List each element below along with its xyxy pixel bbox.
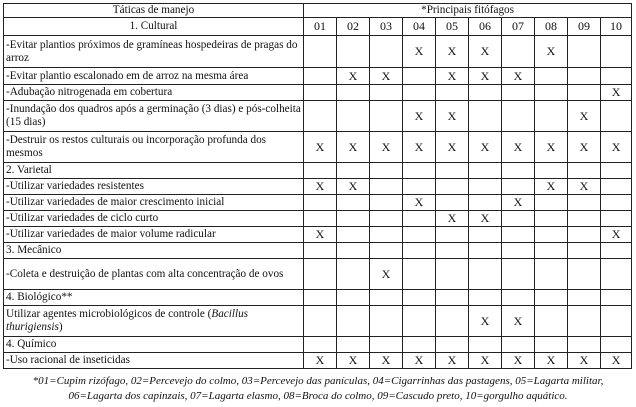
mark-cell: X (535, 36, 568, 68)
pest-number-header: 05 (436, 18, 469, 36)
mark-cell: X (568, 179, 601, 195)
mark-cell (469, 259, 502, 290)
tactic-label-text: -Utilizar variedades resistentes (6, 180, 144, 192)
mark-cell (568, 85, 601, 101)
mark-cell (370, 227, 403, 243)
empty-cell (337, 243, 370, 259)
tactic-row (4, 179, 632, 195)
tactic-label-text: -Evitar plantio escalonado em de arroz na mesma área (6, 69, 249, 82)
mark-cell: X (304, 227, 337, 243)
subheader-row (4, 18, 632, 36)
mark-cell: X (469, 36, 502, 68)
mark-cell: X (370, 132, 403, 163)
tactic-row (4, 227, 632, 243)
mark-cell (304, 211, 337, 227)
empty-cell (337, 290, 370, 306)
mark-cell (535, 68, 568, 85)
mark-cell (502, 179, 535, 195)
mark-cell: X (370, 353, 403, 369)
pests-header: *Principais fitófagos (304, 4, 632, 18)
empty-cell (535, 290, 568, 306)
mark-cell (568, 68, 601, 85)
mark-cell (403, 259, 436, 290)
tactic-label (4, 353, 304, 369)
mark-cell: X (469, 68, 502, 85)
mark-cell (535, 85, 568, 101)
empty-cell (304, 163, 337, 179)
mark-cell: X (568, 132, 601, 163)
mark-cell (568, 259, 601, 290)
mark-cell: X (370, 259, 403, 290)
tactic-row (4, 353, 632, 369)
empty-cell (502, 337, 535, 353)
mark-cell (535, 101, 568, 132)
empty-cell (436, 290, 469, 306)
mark-cell (304, 85, 337, 101)
tactic-row (4, 195, 632, 211)
tactic-label (4, 85, 304, 101)
empty-cell (502, 243, 535, 259)
empty-cell (304, 337, 337, 353)
mark-cell (304, 195, 337, 211)
mark-cell: X (601, 132, 632, 163)
tactic-label (4, 211, 304, 227)
mark-cell (337, 306, 370, 337)
section-row (4, 290, 632, 306)
mark-cell (436, 195, 469, 211)
empty-cell (436, 337, 469, 353)
mark-cell: X (535, 179, 568, 195)
mark-cell (370, 195, 403, 211)
empty-cell (436, 243, 469, 259)
pest-number-header: 04 (403, 18, 436, 36)
tactic-row (4, 259, 632, 290)
empty-cell (436, 163, 469, 179)
mark-cell (337, 211, 370, 227)
empty-cell (502, 163, 535, 179)
tactic-label (4, 132, 304, 163)
mark-cell: X (469, 211, 502, 227)
pest-number-header: 06 (469, 18, 502, 36)
management-tactics-table (3, 3, 632, 369)
mark-cell (502, 36, 535, 68)
empty-cell (568, 163, 601, 179)
tactic-label-text: -Utilizar variedades de maior volume radicular (6, 228, 216, 240)
mark-cell: X (469, 306, 502, 337)
empty-cell (370, 163, 403, 179)
tactic-label-text: -Uso racional de inseticidas (6, 354, 130, 366)
mark-cell: X (436, 211, 469, 227)
tactic-label-species: Bacillus thurigiensis (6, 308, 249, 333)
mark-cell: X (502, 353, 535, 369)
mark-cell (370, 36, 403, 68)
empty-cell (535, 337, 568, 353)
pest-number-header: 03 (370, 18, 403, 36)
tactic-label-text: -Utilizar variedades de maior crescimento inicial (6, 196, 225, 208)
empty-cell (370, 243, 403, 259)
mark-cell (403, 306, 436, 337)
empty-cell (370, 337, 403, 353)
pest-number-header: 02 (337, 18, 370, 36)
mark-cell (436, 259, 469, 290)
mark-cell (502, 227, 535, 243)
footnote-line-1: *01=Cupim rizófago, 02=Percevejo do colmo, 03=Percevejo das panículas, 04=Cigarrinhas das pastagens, 05=Lagarta militar, (32, 375, 604, 387)
empty-cell (337, 163, 370, 179)
section-row (4, 243, 632, 259)
tactic-label-text: -Coleta e destruição de plantas com alta concentração de ovos (6, 267, 284, 280)
mark-cell: X (403, 36, 436, 68)
section-cultural: 1. Cultural (4, 18, 304, 36)
mark-cell: X (304, 132, 337, 163)
section-row (4, 163, 632, 179)
mark-cell: X (403, 101, 436, 132)
mark-cell (337, 227, 370, 243)
mark-cell (370, 101, 403, 132)
mark-cell: X (502, 132, 535, 163)
mark-cell (370, 211, 403, 227)
tactic-row (4, 306, 632, 337)
empty-cell (469, 163, 502, 179)
tactic-label (4, 195, 304, 211)
empty-cell (535, 163, 568, 179)
mark-cell (502, 85, 535, 101)
pest-number-header: 10 (601, 18, 632, 36)
tactic-label (4, 306, 304, 337)
tactic-label-text: -Adubação nitrogenada em cobertura (6, 86, 173, 98)
mark-cell (568, 227, 601, 243)
section-label: 2. Varietal (4, 163, 304, 179)
pest-number-header: 08 (535, 18, 568, 36)
mark-cell (304, 36, 337, 68)
mark-cell: X (304, 179, 337, 195)
mark-cell: X (535, 132, 568, 163)
mark-cell: X (502, 68, 535, 85)
mark-cell: X (535, 353, 568, 369)
mark-cell: X (436, 36, 469, 68)
tactic-label (4, 68, 304, 85)
mark-cell (469, 85, 502, 101)
mark-cell: X (337, 353, 370, 369)
mark-cell: X (337, 68, 370, 85)
mark-cell: X (436, 68, 469, 85)
mark-cell (601, 306, 632, 337)
mark-cell (568, 211, 601, 227)
mark-cell (535, 211, 568, 227)
tactic-row (4, 85, 632, 101)
mark-cell (535, 195, 568, 211)
empty-cell (403, 337, 436, 353)
empty-cell (403, 163, 436, 179)
mark-cell (337, 195, 370, 211)
mark-cell: X (601, 353, 632, 369)
mark-cell (601, 36, 632, 68)
tactic-label-text: -Utilizar variedades de ciclo curto (6, 212, 159, 224)
mark-cell: X (403, 195, 436, 211)
mark-cell (436, 179, 469, 195)
mark-cell: X (568, 101, 601, 132)
empty-cell (370, 290, 403, 306)
tactic-row (4, 132, 632, 163)
empty-cell (469, 337, 502, 353)
mark-cell: X (436, 101, 469, 132)
mark-cell (535, 306, 568, 337)
tactic-label-text: -Evitar plantios próximos de gramíneas hospedeiras de pragas do arroz (6, 38, 298, 64)
mark-cell: X (469, 353, 502, 369)
tactic-row (4, 68, 632, 85)
empty-cell (568, 243, 601, 259)
footnote-line-2: 06=Lagarta dos capinzais, 07=Lagarta elasmo, 08=Broca do colmo, 09=Cascudo preto, 10=gorgulho aquático. (68, 390, 568, 402)
pest-number-header: 07 (502, 18, 535, 36)
mark-cell (337, 85, 370, 101)
mark-cell (568, 36, 601, 68)
mark-cell (403, 85, 436, 101)
mark-cell: X (403, 132, 436, 163)
mark-cell (535, 227, 568, 243)
mark-cell (370, 85, 403, 101)
mark-cell (403, 227, 436, 243)
mark-cell (601, 179, 632, 195)
mark-cell (403, 211, 436, 227)
tactic-label-text: Utilizar agentes microbiológicos de controle ( (6, 308, 212, 320)
empty-cell (403, 243, 436, 259)
mark-cell: X (436, 132, 469, 163)
empty-cell (304, 243, 337, 259)
tactic-label (4, 36, 304, 68)
empty-cell (601, 243, 632, 259)
mark-cell (469, 179, 502, 195)
mark-cell (436, 85, 469, 101)
empty-cell (304, 290, 337, 306)
mark-cell (502, 211, 535, 227)
empty-cell (601, 290, 632, 306)
mark-cell (601, 101, 632, 132)
mark-cell (601, 68, 632, 85)
empty-cell (535, 243, 568, 259)
mark-cell (601, 259, 632, 290)
empty-cell (601, 163, 632, 179)
mark-cell (502, 101, 535, 132)
mark-cell (403, 179, 436, 195)
mark-cell (436, 306, 469, 337)
empty-cell (568, 290, 601, 306)
section-row (4, 337, 632, 353)
pest-number-header: 01 (304, 18, 337, 36)
mark-cell (337, 259, 370, 290)
section-label: 3. Mecânico (4, 243, 304, 259)
mark-cell (370, 179, 403, 195)
mark-cell (469, 101, 502, 132)
tactic-label-text: -Inundação dos quadros após a germinação (3 dias) e pós-colheita (15 dias) (6, 103, 301, 128)
mark-cell (436, 227, 469, 243)
tactic-label-end: ) (58, 321, 63, 333)
mark-cell: X (403, 353, 436, 369)
mark-cell (403, 68, 436, 85)
mark-cell: X (568, 353, 601, 369)
pest-number-header: 09 (568, 18, 601, 36)
footnote (3, 374, 633, 404)
mark-cell: X (337, 179, 370, 195)
mark-cell (304, 101, 337, 132)
empty-cell (502, 290, 535, 306)
empty-cell (568, 337, 601, 353)
empty-cell (601, 337, 632, 353)
mark-cell (568, 306, 601, 337)
mark-cell: X (601, 85, 632, 101)
mark-cell (337, 36, 370, 68)
mark-cell (370, 306, 403, 337)
mark-cell (304, 68, 337, 85)
mark-cell: X (436, 353, 469, 369)
empty-cell (337, 337, 370, 353)
mark-cell (502, 259, 535, 290)
mark-cell: X (370, 68, 403, 85)
mark-cell (601, 195, 632, 211)
mark-cell (535, 259, 568, 290)
section-label: 4. Químico (4, 337, 304, 353)
empty-cell (403, 290, 436, 306)
empty-cell (469, 243, 502, 259)
mark-cell (469, 195, 502, 211)
mark-cell (304, 259, 337, 290)
tactic-label (4, 101, 304, 132)
mark-cell: X (337, 132, 370, 163)
mark-cell: X (469, 132, 502, 163)
tactic-label (4, 259, 304, 290)
tactics-header: Táticas de manejo (4, 4, 304, 18)
tactic-label (4, 227, 304, 243)
tactic-label (4, 179, 304, 195)
tactic-row (4, 101, 632, 132)
mark-cell: X (601, 227, 632, 243)
mark-cell: X (502, 306, 535, 337)
mark-cell (568, 195, 601, 211)
mark-cell (601, 211, 632, 227)
mark-cell (304, 306, 337, 337)
mark-cell (469, 227, 502, 243)
tactic-row (4, 211, 632, 227)
header-row (4, 4, 632, 18)
tactic-label-text: -Destruir os restos culturais ou incorporação profunda dos mesmos (6, 134, 267, 159)
mark-cell (337, 101, 370, 132)
tactic-row (4, 36, 632, 68)
mark-cell: X (304, 353, 337, 369)
mark-cell: X (502, 195, 535, 211)
empty-cell (469, 290, 502, 306)
section-label: 4. Biológico** (4, 290, 304, 306)
